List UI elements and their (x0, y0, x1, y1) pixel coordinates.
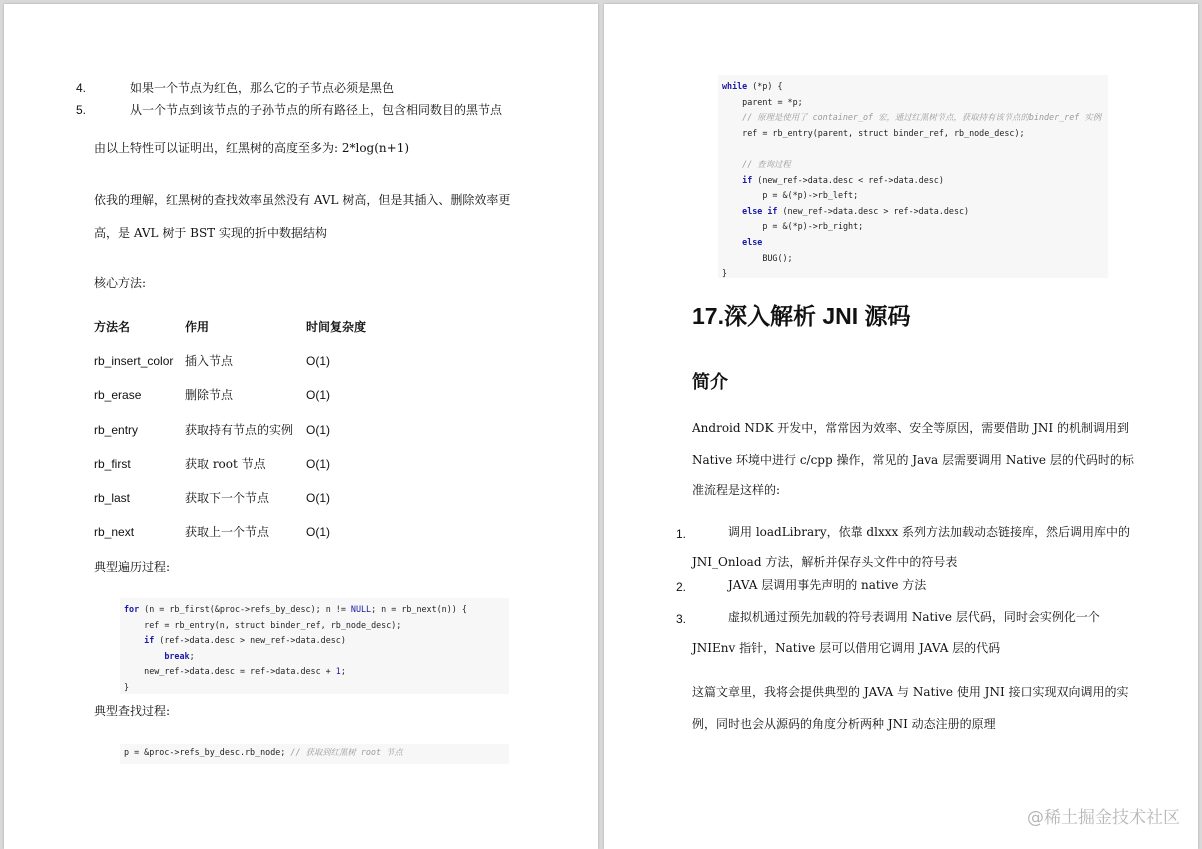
section-heading: 17.深入解析 JNI 源码 (692, 303, 911, 329)
table-header-method: 方法名 (94, 320, 131, 334)
code-line: p = &(*p)->rb_right; (722, 221, 864, 232)
code-block-search (120, 744, 509, 764)
code-line: BUG(); (722, 252, 793, 263)
table-cell-complexity: O(1) (306, 423, 330, 437)
code-line: // 查询过程 (742, 158, 791, 169)
search-title: 典型查找过程: (94, 704, 171, 718)
table-cell-method: rb_insert_color (94, 354, 174, 368)
code-line: while (*p) { (722, 81, 783, 91)
table-cell-method: rb_last (94, 491, 131, 505)
paragraph-efficiency-line1: 依我的理解，红黑树的查找效率虽然没有 AVL 树高，但是其插入、删除效率更 (94, 193, 511, 207)
core-methods-label: 核心方法: (94, 276, 147, 290)
code-line: else (742, 236, 763, 247)
table-cell-method: rb_entry (94, 423, 139, 437)
step-line2: JNIEnv 指针，Native 层可以借用它调用 JAVA 层的代码 (692, 641, 1001, 655)
code-line: else if (new_ref->data.desc > ref->data.desc) (742, 205, 970, 216)
table-cell-method: rb_next (94, 525, 135, 539)
table-cell-purpose: 获取下一个节点 (185, 491, 270, 505)
step-line1: 调用 loadLibrary，依靠 dlxxx 系列方法加载动态链接库，然后调用库中的 (728, 525, 1131, 539)
code-line: parent = *p; (722, 96, 803, 107)
table-cell-complexity: O(1) (306, 525, 330, 539)
table-cell-complexity: O(1) (306, 457, 330, 471)
list-number: 5. (76, 103, 87, 117)
table-cell-purpose: 获取 root 节点 (185, 457, 266, 471)
subsection-heading: 简介 (692, 372, 728, 393)
traverse-title: 典型遍历过程: (94, 560, 171, 574)
intro-line3: 准流程是这样的: (692, 483, 781, 497)
step-line1: 虚拟机通过预先加载的符号表调用 Native 层代码，同时会实例化一个 (728, 610, 1100, 624)
step-number: 2. (676, 580, 687, 594)
code-line: // 原理是使用了 container_of 宏，通过红黑树节点，获取持有该节点的binder_ref 实例 (742, 112, 1102, 123)
code-block-traverse (120, 598, 509, 694)
code-line: p = &(*p)->rb_left; (722, 190, 859, 201)
step-number: 1. (676, 527, 687, 541)
code-block-while (718, 75, 1108, 278)
step-line1: JAVA 层调用事先声明的 native 方法 (728, 578, 927, 592)
table-cell-purpose: 删除节点 (185, 388, 234, 402)
code-line: break; (164, 650, 195, 661)
table-cell-method: rb_first (94, 457, 131, 471)
intro-line1: Android NDK 开发中，常常因为效率、安全等原因，需要借助 JNI 的机制调用到 (692, 421, 1129, 435)
table-header-complexity: 时间复杂度 (306, 320, 367, 334)
table-cell-complexity: O(1) (306, 491, 330, 505)
table-cell-purpose: 插入节点 (185, 354, 234, 368)
code-line: ref = rb_entry(parent, struct binder_ref, rb_node_desc); (722, 127, 1025, 138)
watermark: @稀土掘金技术社区 (1027, 808, 1180, 828)
table-cell-purpose: 获取持有节点的实例 (185, 423, 294, 437)
paragraph-height: 由以上特性可以证明出，红黑树的高度至多为: 2*log(n+1) (94, 141, 410, 155)
step-line2: JNI_Onload 方法，解析并保存头文件中的符号表 (692, 555, 958, 569)
code-line: } (124, 681, 130, 692)
code-line: ref = rb_entry(n, struct binder_ref, rb_node_desc); (124, 619, 402, 630)
code-line: if (new_ref->data.desc < ref->data.desc) (742, 174, 944, 185)
code-line: for (n = rb_first(&proc->refs_by_desc); n != NULL; n = rb_next(n)) { (124, 604, 467, 614)
table-cell-complexity: O(1) (306, 388, 330, 402)
left-page (4, 4, 598, 849)
outro-line1: 这篇文章里，我将会提供典型的 JAVA 与 Native 使用 JNI 接口实现双向调用的实 (692, 685, 1129, 699)
outro-line2: 例，同时也会从源码的角度分析两种 JNI 动态注册的原理 (692, 717, 996, 731)
code-line: } (722, 268, 728, 278)
right-page (604, 4, 1198, 849)
paragraph-efficiency-line2: 高，是 AVL 树于 BST 实现的折中数据结构 (94, 226, 328, 240)
table-cell-purpose: 获取上一个节点 (185, 525, 270, 539)
list-item-text: 如果一个节点为红色，那么它的子节点必须是黑色 (130, 81, 395, 95)
list-number: 4. (76, 81, 87, 95)
intro-line2: Native 环境中进行 c/cpp 操作，常见的 Java 层需要调用 Native 层的代码时的标 (692, 453, 1134, 467)
list-item-text: 从一个节点到该节点的子孙节点的所有路径上，包含相同数目的黑节点 (130, 103, 503, 117)
code-line: if (ref->data.desc > new_ref->data.desc) (144, 635, 346, 646)
code-line (722, 141, 1108, 157)
step-number: 3. (676, 612, 687, 626)
code-line: new_ref->data.desc = ref->data.desc + 1; (124, 666, 346, 677)
table-cell-method: rb_erase (94, 388, 142, 402)
code-line: p = &proc->refs_by_desc.rb_node; // 获取到红黑树 root 节点 (124, 747, 403, 757)
table-cell-complexity: O(1) (306, 354, 330, 368)
table-header-purpose: 作用 (185, 320, 210, 334)
